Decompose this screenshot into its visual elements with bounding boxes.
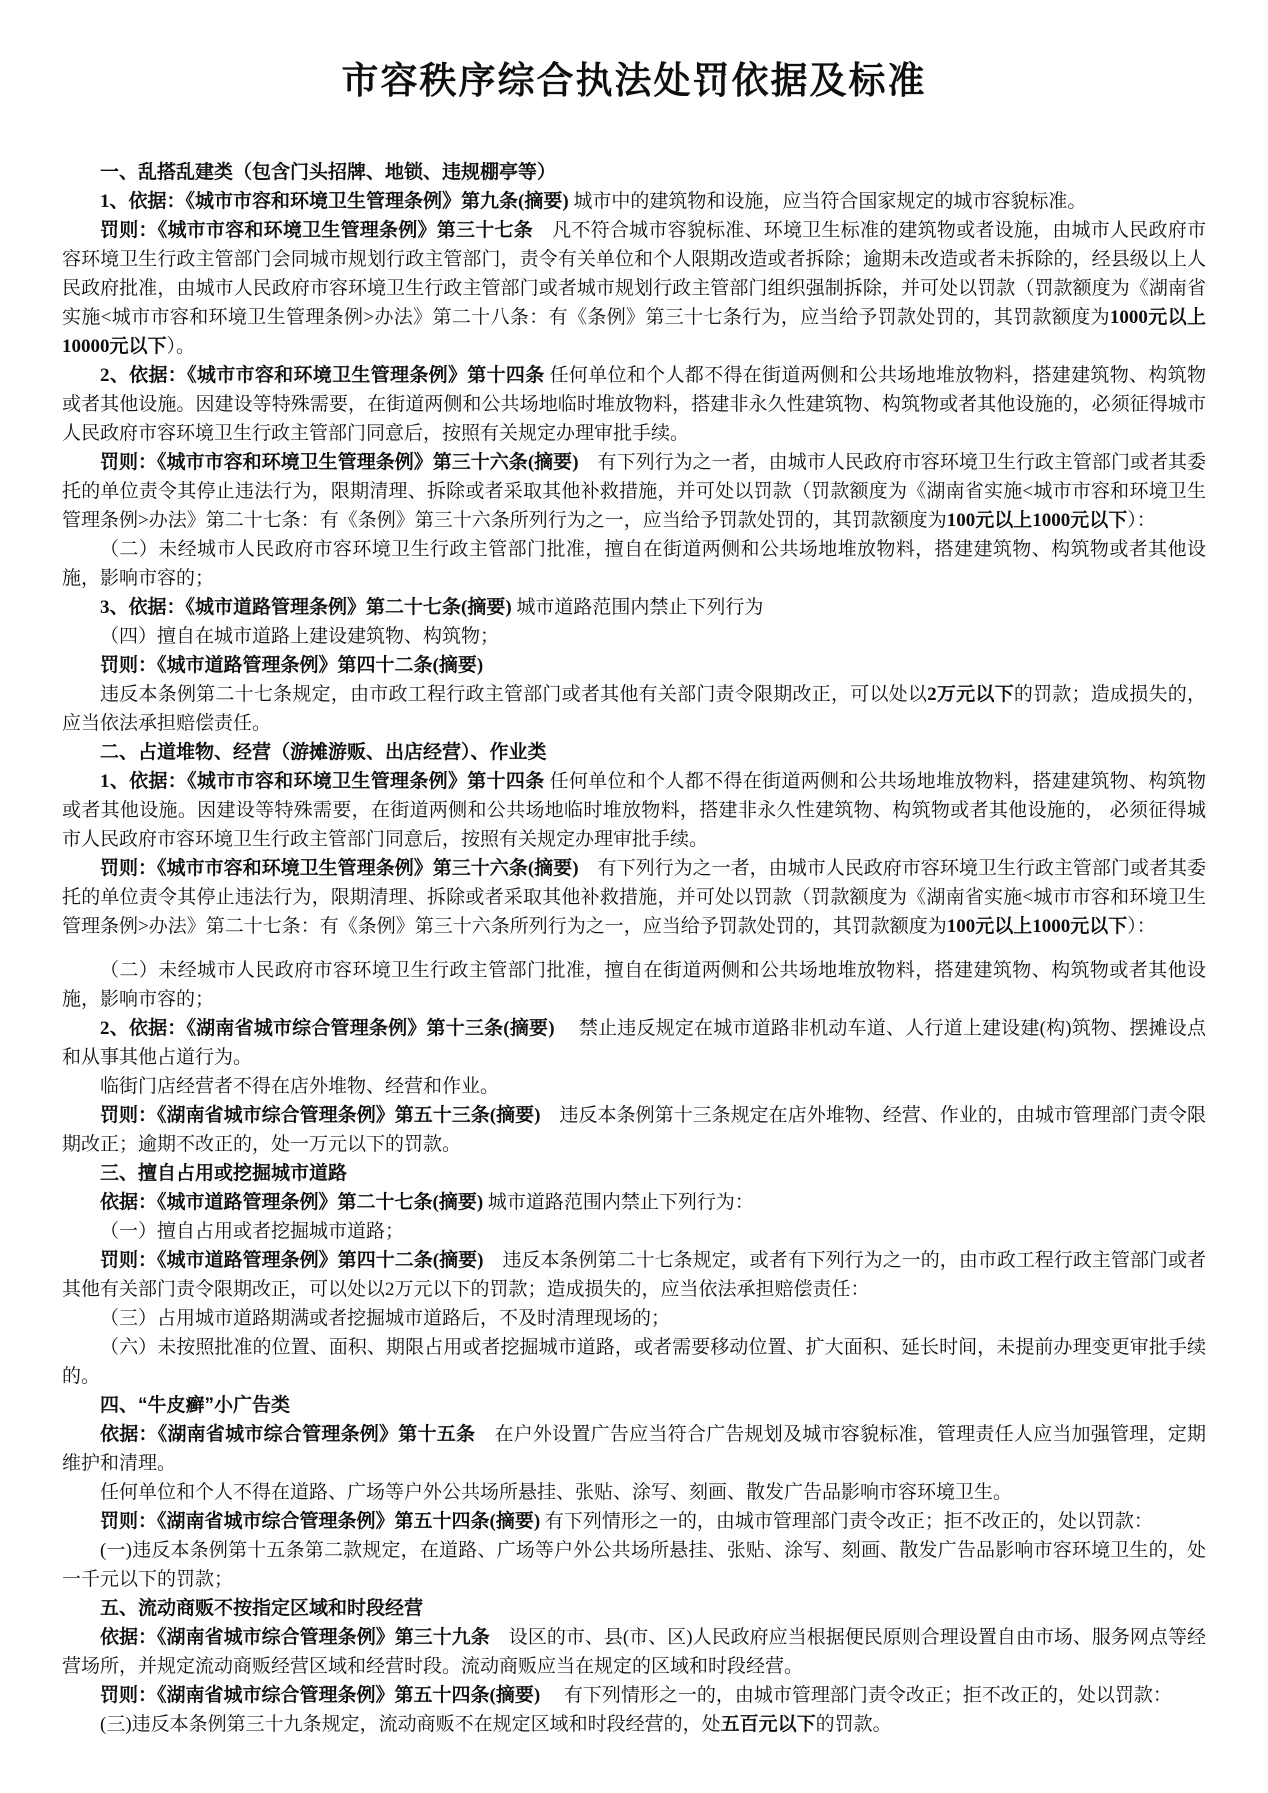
paragraph: 依据：《城市道路管理条例》第二十七条(摘要) 城市道路范围内禁止下列行为： xyxy=(100,1192,754,1214)
paragraph: 罚则：《城市市容和环境卫生管理条例》第三十七条 凡不符合城市容貌标准、环境卫生标准的建筑物或者设施，由城市人民政府市容环境卫生行政主管部门会同城市规划行政主管部门，责令有关单位和个人限期改造或者拆除；逾期未改造或者未拆除的，经县级以上人民政府批准，由城市人民政府市容环境卫生行政主管部门或者城市规划行政主管部门组织强制拆除，并可处以罚款（罚款额度为《湖南省实施<城市市容和环境卫生管理条例>办法》第二十八条：有《条例》第三十七条行为，应当给予罚款处罚的，其罚款额度为1000元以上10000元以下）。 xyxy=(62,220,1206,358)
paragraph: （三）占用城市道路期满或者挖掘城市道路后，不及时清理现场的； xyxy=(100,1308,671,1330)
paragraph: 罚则：《城市道路管理条例》第四十二条(摘要) xyxy=(100,655,484,677)
paragraph: 罚则：《城市市容和环境卫生管理条例》第三十六条(摘要) 有下列行为之一者，由城市人民政府市容环境卫生行政主管部门或者其委托的单位责令其停止违法行为，限期清理、拆除或者采取其他补救措施，并可处以罚款（罚款额度为《湖南省实施<城市市容和环境卫生管理条例>办法》第二十七条：有《条例》第三十六条所列行为之一，应当给予罚款处罚的，其罚款额度为100元以上1000元以下）： xyxy=(62,452,1206,532)
paragraph: (三)违反本条例第三十九条规定，流动商贩不在规定区域和时段经营的，处五百元以下的罚款。 xyxy=(100,1714,892,1736)
paragraph: 1、依据：《城市市容和环境卫生管理条例》第十四条 任何单位和个人都不得在街道两侧和公共场地堆放物料，搭建建筑物、构筑物或者其他设施。因建设等特殊需要，在街道两侧和公共场地临时堆放物料，搭建非永久性建筑物、构筑物或者其他设施的， 必须征得城市人民政府市容环境卫生行政主管部门同意后，按照有关规定办理审批手续。 xyxy=(62,771,1206,851)
section-heading: 二、占道堆物、经营（游摊游贩、出店经营）、作业类 xyxy=(100,742,547,764)
paragraph: 罚则：《湖南省城市综合管理条例》第五十三条(摘要) 违反本条例第十三条规定在店外堆物、经营、作业的，由城市管理部门责令限期改正；逾期不改正的，处一万元以下的罚款。 xyxy=(62,1105,1206,1156)
paragraph: 临街门店经营者不得在店外堆物、经营和作业。 xyxy=(100,1076,500,1098)
section-heading: 一、乱搭乱建类（包含门头招牌、地锁、违规棚亭等） xyxy=(100,162,557,184)
paragraph: 1、依据：《城市市容和环境卫生管理条例》第九条(摘要) 城市中的建筑物和设施，应当符合国家规定的城市容貌标准。 xyxy=(100,191,1087,213)
paragraph: 罚则：《城市道路管理条例》第四十二条(摘要) 违反本条例第二十七条规定，或者有下列行为之一的，由市政工程行政主管部门或者其他有关部门责令限期改正，可以处以2万元以下的罚款；造成损失的，应当依法承担赔偿责任： xyxy=(62,1250,1206,1301)
paragraph: 罚则：《湖南省城市综合管理条例》第五十四条(摘要) 有下列情形之一的，由城市管理部门责令改正；拒不改正的，处以罚款： xyxy=(100,1511,1153,1533)
document-title: 市容秩序综合执法处罚依据及标准 xyxy=(341,61,927,102)
paragraph: 罚则：《城市市容和环境卫生管理条例》第三十六条(摘要) 有下列行为之一者，由城市人民政府市容环境卫生行政主管部门或者其委托的单位责令其停止违法行为，限期清理、拆除或者采取其他补救措施，并可处以罚款（罚款额度为《湖南省实施<城市市容和环境卫生管理条例>办法》第二十七条：有《条例》第三十六条所列行为之一，应当给予罚款处罚的，其罚款额度为100元以上1000元以下）： xyxy=(62,858,1206,938)
paragraph: 任何单位和个人不得在道路、广场等户外公共场所悬挂、张贴、涂写、刻画、散发广告品影响市容环境卫生。 xyxy=(100,1482,1013,1504)
section-heading: 三、擅自占用或挖掘城市道路 xyxy=(100,1163,348,1185)
paragraph: 罚则：《湖南省城市综合管理条例》第五十四条(摘要) 有下列情形之一的，由城市管理部门责令改正；拒不改正的，处以罚款： xyxy=(100,1685,1172,1707)
paragraph: 2、依据：《湖南省城市综合管理条例》第十三条(摘要) 禁止违反规定在城市道路非机动车道、人行道上建设建(构)筑物、摆摊设点和从事其他占道行为。 xyxy=(62,1018,1206,1069)
paragraph: （四）擅自在城市道路上建设建筑物、构筑物； xyxy=(100,626,500,648)
paragraph: 2、依据：《城市市容和环境卫生管理条例》第十四条 任何单位和个人都不得在街道两侧和公共场地堆放物料，搭建建筑物、构筑物或者其他设施。因建设等特殊需要，在街道两侧和公共场地临时堆放物料，搭建非永久性建筑物、构筑物或者其他设施的，必须征得城市人民政府市容环境卫生行政主管部门同意后，按照有关规定办理审批手续。 xyxy=(62,365,1206,445)
paragraph: 依据：《湖南省城市综合管理条例》第十五条 在户外设置广告应当符合广告规划及城市容貌标准，管理责任人应当加强管理，定期维护和清理。 xyxy=(62,1424,1206,1475)
paragraph: （一）擅自占用或者挖掘城市道路； xyxy=(100,1221,405,1243)
paragraph: （二）未经城市人民政府市容环境卫生行政主管部门批准，擅自在街道两侧和公共场地堆放物料，搭建建筑物、构筑物或者其他设施，影响市容的； xyxy=(62,539,1206,590)
paragraph: （二）未经城市人民政府市容环境卫生行政主管部门批准，擅自在街道两侧和公共场地堆放物料，搭建建筑物、构筑物或者其他设施，影响市容的； xyxy=(62,960,1206,1011)
paragraph: （六）未按照批准的位置、面积、期限占用或者挖掘城市道路，或者需要移动位置、扩大面积、延长时间，未提前办理变更审批手续的。 xyxy=(62,1337,1206,1388)
section-heading: 五、流动商贩不按指定区域和时段经营 xyxy=(100,1598,424,1620)
paragraph: 依据：《湖南省城市综合管理条例》第三十九条 设区的市、县(市、区)人民政府应当根据便民原则合理设置自由市场、服务网点等经营场所，并规定流动商贩经营区域和经营时段。流动商贩应当在规定的区域和时段经营。 xyxy=(62,1627,1206,1678)
paragraph: (一)违反本条例第十五条第二款规定，在道路、广场等户外公共场所悬挂、张贴、涂写、刻画、散发广告品影响市容环境卫生的，处一千元以下的罚款； xyxy=(62,1540,1206,1591)
document-body xyxy=(62,158,1206,1739)
section-heading: 四、“牛皮癣”小广告类 xyxy=(100,1395,291,1417)
paragraph: 违反本条例第二十七条规定，由市政工程行政主管部门或者其他有关部门责令限期改正，可以处以2万元以下的罚款；造成损失的，应当依法承担赔偿责任。 xyxy=(62,684,1206,735)
paragraph: 3、依据：《城市道路管理条例》第二十七条(摘要) 城市道路范围内禁止下列行为 xyxy=(100,597,764,619)
